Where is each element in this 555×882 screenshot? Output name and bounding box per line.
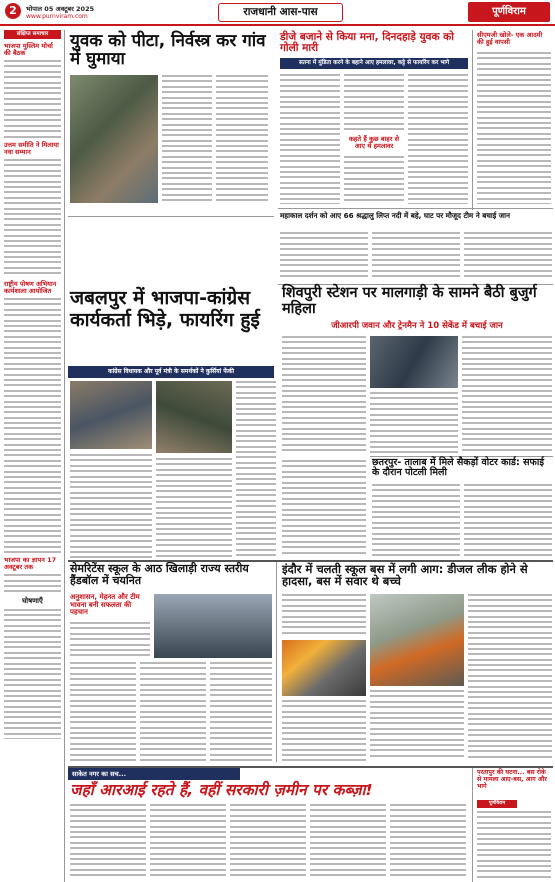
story-text	[216, 75, 268, 203]
story-text	[210, 662, 272, 762]
story-headline: छतरपुर- तालाब में मिले सैकड़ों वोटर कार्ड: सफाई के दौरान पोटली मिली	[372, 457, 544, 479]
story-headline: शिवपुरी स्टेशन पर मालगाड़ी के सामने बैठी बुजुर्ग महिला	[282, 285, 537, 317]
story-text	[280, 74, 340, 204]
section-title: राजधानी आस-पास	[243, 6, 318, 18]
story-text	[280, 232, 368, 282]
story-headline: युवक को पीटा, निर्वस्त्र कर गांव में घुमाया	[70, 31, 266, 70]
story-text	[344, 74, 404, 132]
story-headline: महाकाल दर्शन को आए 66 श्रद्धालु लिप्त नदी में बहे, घाट पर मौजूद टीम ने बचाई जान	[280, 211, 510, 220]
story-text	[464, 484, 552, 558]
masthead	[0, 0, 555, 26]
story-pullquote: कहते हैं कुछ बाहर से आए थे हमलावर	[348, 135, 400, 151]
column-divider	[472, 30, 473, 210]
story-text	[468, 594, 552, 762]
story-subhead: अनुशासन, मेहनत और टीम भावना बनी सफलता की पहचान	[70, 593, 140, 617]
story-text	[282, 700, 366, 762]
story-photo	[70, 381, 152, 449]
brief-headline: राष्ट्रीय पोषण अभियान कार्यशाला आयोजित	[4, 280, 57, 296]
story-text	[156, 458, 232, 558]
story-subhead-band: सतना में मुंडिता करने के बहाने आए हमलावर, कट्टे से फायरिंग कर भागे	[280, 58, 468, 69]
column-divider	[276, 562, 277, 762]
story-photo	[70, 75, 158, 203]
brief-text	[4, 609, 61, 739]
story-text	[140, 662, 206, 762]
briefs-tag: संक्षिप्त समाचार	[4, 30, 61, 39]
brief-text	[4, 574, 61, 594]
story-photo	[282, 640, 366, 696]
section-rule	[68, 216, 274, 217]
story-text	[370, 690, 464, 762]
story-text	[372, 232, 460, 282]
story-photo	[156, 381, 232, 453]
story-kicker: साकेत नगर का सच...	[68, 768, 240, 780]
section-rule	[278, 208, 553, 209]
story-headline: सेमरिटेंस स्कूल के आठ खिलाड़ी राज्य स्तरीय हैंडबॉल में चयनित	[70, 562, 249, 587]
story-text	[70, 454, 152, 558]
story-headline: डीजे बजाने से किया मना, दिनदहाड़े युवक को गोली मारी	[280, 31, 454, 55]
story-headline: जबलपुर में भाजपा-कांग्रेस कार्यकर्ता भिड़े, फायरिंग हुई	[70, 287, 260, 331]
brief-headline: उत्तम समीति ने मिलाया नवा सम्मान	[4, 141, 59, 157]
column-divider	[64, 30, 65, 882]
brief-text	[4, 159, 61, 277]
story-text	[390, 804, 466, 880]
story-text	[282, 460, 366, 558]
story-text	[70, 662, 136, 762]
story-text	[236, 500, 276, 558]
story-photo	[370, 336, 458, 388]
story-text	[462, 336, 552, 454]
story-text	[344, 156, 404, 204]
story-headline: परतापुर की घटना... बस रोके से मामला आए-बस, आग और भागे	[477, 769, 547, 790]
website: www.purnviram.com	[26, 13, 88, 20]
story-tag: पूर्णविराम	[477, 800, 517, 808]
story-subhead-band: कांग्रेस विधायक और पूर्व मंत्री के समर्थकों ने कुर्सियां फेंकी	[68, 366, 274, 378]
brief-text	[4, 60, 61, 138]
brief-text	[4, 298, 61, 553]
story-text	[236, 381, 276, 497]
brief-headline: घोषणाएँ	[22, 597, 43, 606]
story-text	[70, 622, 150, 658]
story-subhead: जीआरपी जवान और ट्रेनमैन ने 10 सेकेंड में बचाई जान	[331, 321, 503, 331]
story-text	[372, 484, 460, 558]
masthead-logo: पूर्णविराम	[468, 2, 550, 22]
page-number-badge: 2	[5, 3, 21, 19]
story-text	[310, 804, 386, 880]
story-text	[408, 74, 468, 204]
story-photo	[154, 594, 272, 658]
story-text	[477, 52, 551, 204]
story-headline: जहाँ आरआई रहते हैं, वहीं सरकारी ज़मीन पर कब्ज़ा!	[70, 781, 373, 799]
story-text	[150, 804, 226, 880]
story-text	[477, 811, 551, 880]
story-text	[282, 594, 366, 636]
story-headline: इंदौर में चलती स्कूल बस में लगी आग: डीजल लीक होने से हादसा, बस में सवार थे बच्चे	[282, 562, 528, 589]
story-headline: सीएमजी खोले- एक आदमी की हुई वापसी	[477, 31, 543, 47]
brief-headline: भाजपा का ज्ञापन 17 अक्टूबर तक	[4, 556, 57, 572]
brief-headline: भाजपा मुस्लिम मोर्चा की बैठक	[4, 42, 53, 58]
story-text	[464, 232, 552, 282]
dateline: भोपाल 05 अक्टूबर 2025	[26, 5, 95, 13]
story-photo	[370, 594, 464, 686]
column-divider	[472, 768, 473, 882]
story-text	[230, 804, 306, 880]
left-column	[4, 30, 61, 882]
story-text	[70, 804, 146, 880]
story-text	[282, 336, 366, 454]
story-text	[162, 75, 212, 203]
story-text	[370, 392, 458, 454]
